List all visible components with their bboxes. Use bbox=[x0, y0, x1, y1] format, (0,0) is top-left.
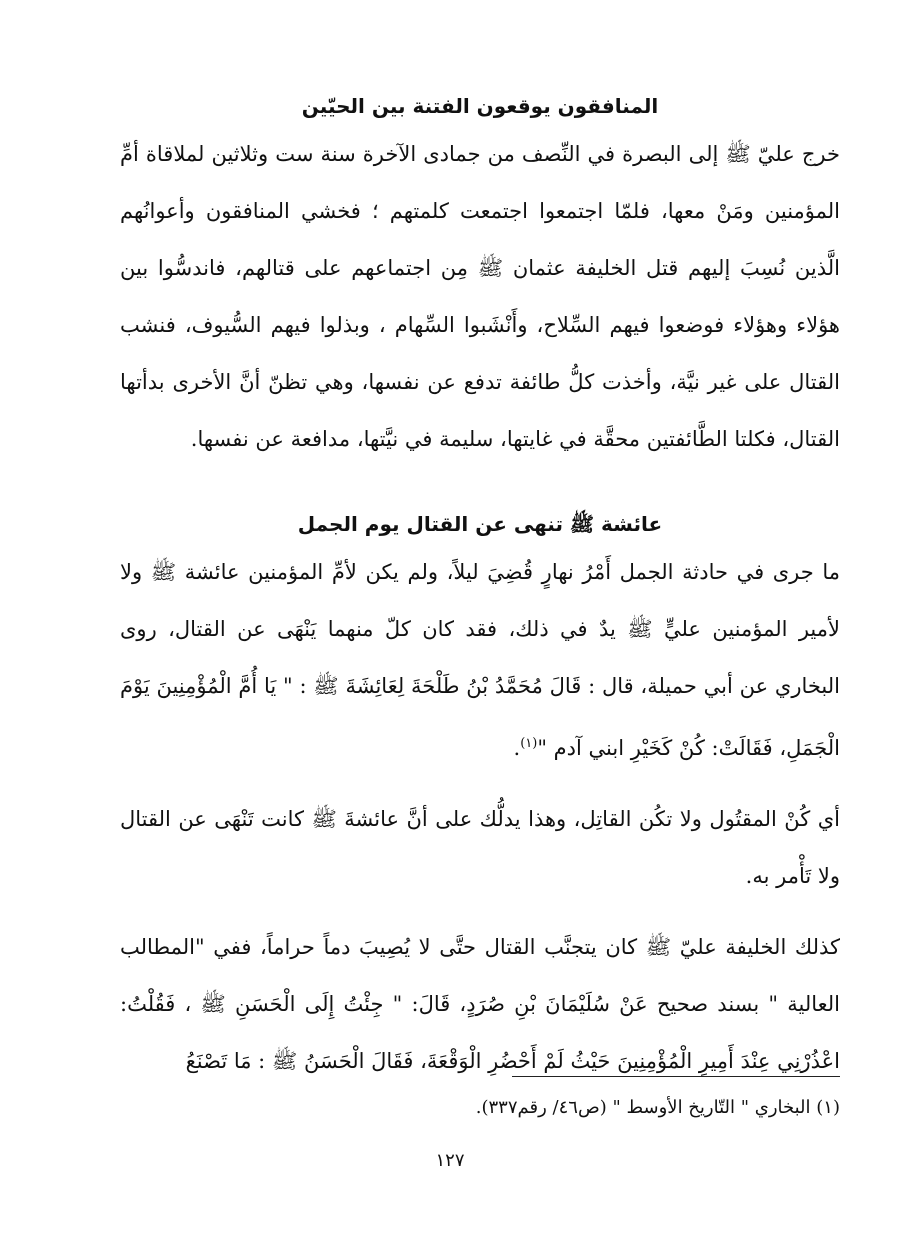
paragraph-ali: كذلك الخليفة عليّ ﷺ كان يتجنَّب القتال حتَّى لا يُصِيبَ دماً حراماً، ففي "المطالب العالية " بسند صحيح عَنْ سُلَيْمَانَ بْنِ صُرَدٍ، قَالَ: " جِئْتُ إِلَى الْحَسَنِ ﷺ ، فَقُلْتُ: اعْذُرْنِي عِنْدَ أَمِيرِ الْمُؤْمِنِينَ حَيْثُ لَمْ أَحْضُرِ الْوَقْعَةَ، فَقَالَ الْحَسَنُ ﷺ : مَا تَصْنَعُ bbox=[120, 935, 840, 1073]
paragraph-jamal-text: ما جرى في حادثة الجمل أَمْرُ نهارٍ قُضِيَ ليلاً، ولم يكن لأمِّ المؤمنين عائشة ﷺ ولا لأمير المؤمنين عليٍّ ﷺ يدٌ في ذلك، فقد كان كلّ منهما يَنْهَى عن القتال، روى البخاري عن أبي حميلة، قال : قَالَ مُحَمَّدُ بْنُ طَلْحَةَ لِعَائِشَةَ ﷺ : " يَا أُمَّ الْمُؤْمِنِينَ يَوْمَ الْجَمَلِ، فَقَالَتْ: كُنْ كَخَيْرِ ابني آدم " bbox=[120, 560, 840, 760]
page-number: ١٢٧ bbox=[435, 1150, 465, 1171]
paragraph-jamal bbox=[120, 544, 840, 777]
paragraph-meaning: أي كُنْ المقتُول ولا تكُن القاتِل، وهذا يدلُّك على أنَّ عائشةَ ﷺ كانت تَنْهَى عن القتال ولا تَأْمر به. bbox=[120, 807, 840, 888]
footnote-divider bbox=[512, 1076, 840, 1077]
paragraph-hypocrites: خرج عليّ ﷺ إلى البصرة في النِّصف من جمادى الآخرة سنة ست وثلاثين لملاقاة أمِّ المؤمنين ومَنْ معها، فلمّا اجتمعوا اجتمعت كلمتهم ؛ فخشي المنافقون وأعوانُهم الَّذين نُسِبَ إليهم قتل الخليفة عثمان ﷺ مِن اجتماعهم على قتالهم، فاندسُّوا بين هؤلاء وهؤلاء فوضعوا فيهم السِّلاح، وأَنْشَبوا السِّهام ، وبذلوا فيهم السُّيوف، فنشب القتال على غير نيَّة، وأخذت كلُّ طائفة تدفع عن نفسها، وهي تظنّ أنَّ الأخرى بدأتها القتال، فكلتا الطَّائفتين محقَّة في غايتها، سليمة في نيَّتها، مدافعة عن نفسها. bbox=[120, 142, 840, 451]
footnote-reference: (١) bbox=[520, 736, 538, 751]
section-title-hypocrites: المنافقون يوقعون الفتنة بين الحيّين bbox=[301, 94, 659, 118]
paragraph-jamal-end: . bbox=[513, 736, 521, 760]
footnote: (١) البخاري " التّاريخ الأوسط " (ص٤٦/ رقم٣٣٧). bbox=[475, 1097, 840, 1118]
page-body bbox=[120, 86, 840, 1090]
section-title-aisha: عائشة ﷺ تنهى عن القتال يوم الجمل bbox=[297, 512, 663, 536]
